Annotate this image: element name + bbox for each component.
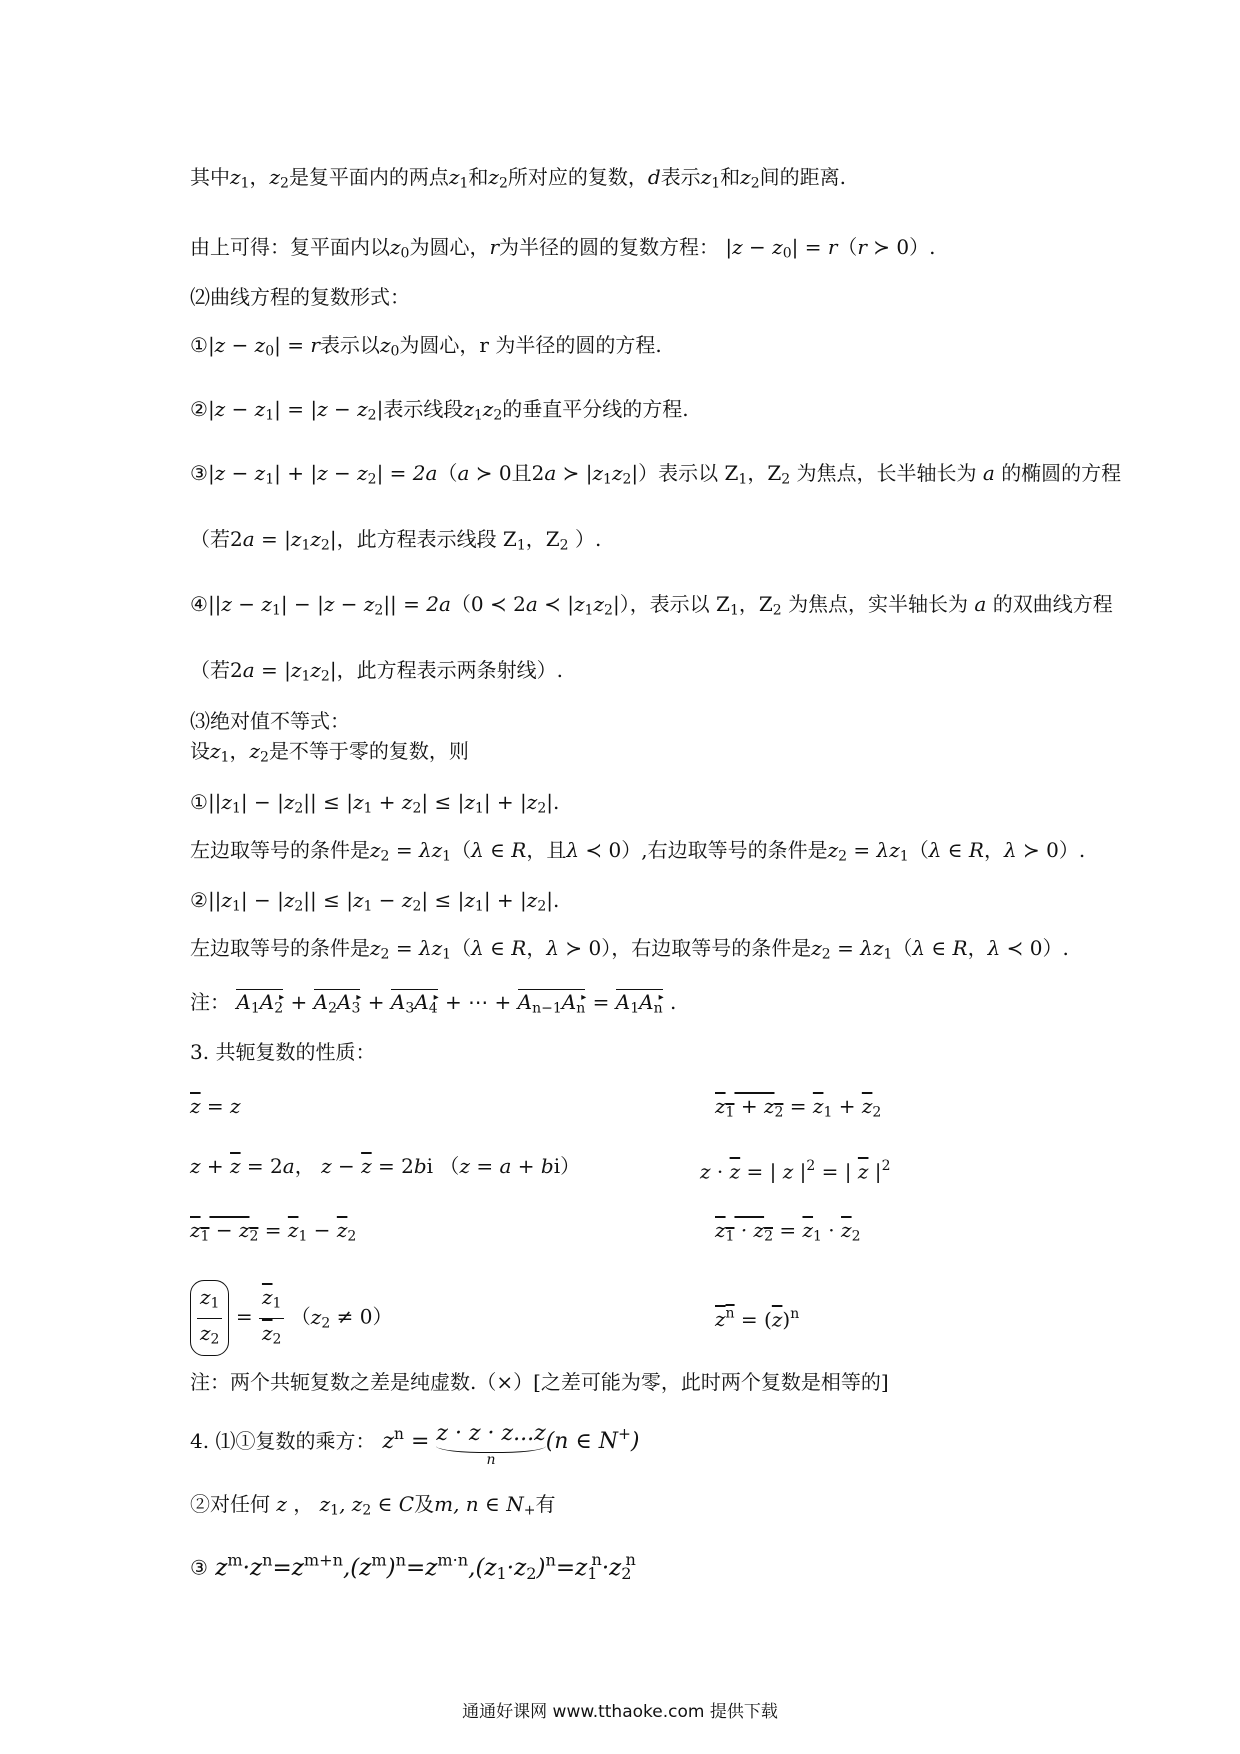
item-hyperbola-note: （若2a = |z1z2|，此方程表示两条射线）. — [190, 658, 563, 685]
heading-conjugate-properties: 3. 共轭复数的性质： — [190, 1040, 376, 1064]
text-line-distance: 其中z1，z2是复平面内的两点z1和z2所对应的复数，d表示z1和z2间的距离. — [190, 165, 846, 192]
heading-abs-inequality: ⑶绝对值不等式： — [190, 709, 350, 733]
text-line-any-z: ②对任何 z ， z1, z2 ∈ C及m, n ∈ N+有 — [190, 1492, 556, 1519]
complex-power-definition: 4. ⑴①复数的乘方： $z^n = z \cdot z \cdot z...z$ n (n ∈ N+) — [190, 1421, 640, 1468]
note-conjugate-difference: 注：两个共轭复数之差是纯虚数.（×）[之差可能为零，此时两个复数是相等的] — [190, 1370, 889, 1394]
text-line-circle-equation: 由上可得：复平面内以z0为圆心，r为半径的圆的复数方程： |z − z0| = r（r ≻ 0）. — [190, 235, 936, 262]
conj-difference: $z1 - z2 = \overline{z}1 - \overline{z}2$ — [190, 1218, 357, 1245]
conj-double-bar: z = z — [190, 1094, 241, 1118]
text-line-nonzero: 设z1，z2是不等于零的复数，则 — [190, 739, 469, 766]
item-ellipse: ③|z − z1| + |z − z2| = 2a（a ≻ 0且2a ≻ |z1z2|）表示以 Z1，Z2 为焦点，长半轴长为 a 的椭圆的方程 — [190, 461, 1122, 488]
item-hyperbola: ④||z − z1| − |z − z2|| = 2a（0 ≺ 2a ≺ |z1z2|），表示以 Z1，Z2 为焦点，实半轴长为 a 的双曲线方程 — [190, 592, 1113, 619]
inequality-difference: ②||z1| − |z2|| ≤ |z1 − z2| ≤ |z1| + |z2|. — [190, 888, 560, 915]
conj-add-sub: $z + \overline{z} = 2a$， $z - \overline{z} = 2bi$ （z = a + bi） — [190, 1154, 581, 1178]
heading-curve-equations: ⑵曲线方程的复数形式： — [190, 285, 410, 309]
conj-quotient: $\frac{z1}{z2}$ = $\frac{\overline{z}1}{\overline{z}2}$ （z2 ≠ 0） — [190, 1280, 392, 1356]
inequality-sum: ①||z1| − |z2|| ≤ |z1 + z2| ≤ |z1| + |z2|. — [190, 790, 560, 817]
equality-condition-sum: 左边取等号的条件是z2 = λz1（λ ∈ R，且λ ≺ 0）,右边取等号的条件是z2 = λz1（λ ∈ R，λ ≻ 0）. — [190, 838, 1086, 865]
conj-product-modulus: $z \cdot \overline{z}$ = | z $|^2$ = | $\overline{z}$ $|^2$ — [700, 1158, 891, 1184]
power-rules: ③ $z^m\cdot z^n=z^{m+n},(z^m)^n=z^{m\cdot n},(z1\cdot z2)^n=z1^n\cdot z2^n$ — [190, 1550, 636, 1583]
item-circle: ①|z − z0| = r表示以z0为圆心，r 为半径的圆的方程. — [190, 333, 662, 360]
conj-product: $z1 \cdot z2 = \overline{z}1 \cdot \overline{z}2$ — [715, 1218, 861, 1245]
vector-sum-note: 注： A1A2▸ + A2A3▸ + A3A4▸ + ⋯ + An−1An▸ = A1An▸ . — [190, 990, 677, 1017]
conj-sum: $z1 + z2 = \overline{z}1 + \overline{z}2$ — [715, 1094, 882, 1121]
item-bisector: ②|z − z1| = |z − z2|表示线段z1z2的垂直平分线的方程. — [190, 397, 689, 424]
page-footer: 通通好课网 www.tthaoke.com 提供下载 — [462, 1702, 778, 1722]
equality-condition-difference: 左边取等号的条件是z2 = λz1（λ ∈ R，λ ≻ 0），右边取等号的条件是z2 = λz1（λ ∈ R，λ ≺ 0）. — [190, 936, 1069, 963]
conj-power: $z^n = (\overline{z})^n$ — [715, 1306, 800, 1332]
item-ellipse-note: （若2a = |z1z2|，此方程表示线段 Z1，Z2 ）. — [190, 527, 602, 554]
